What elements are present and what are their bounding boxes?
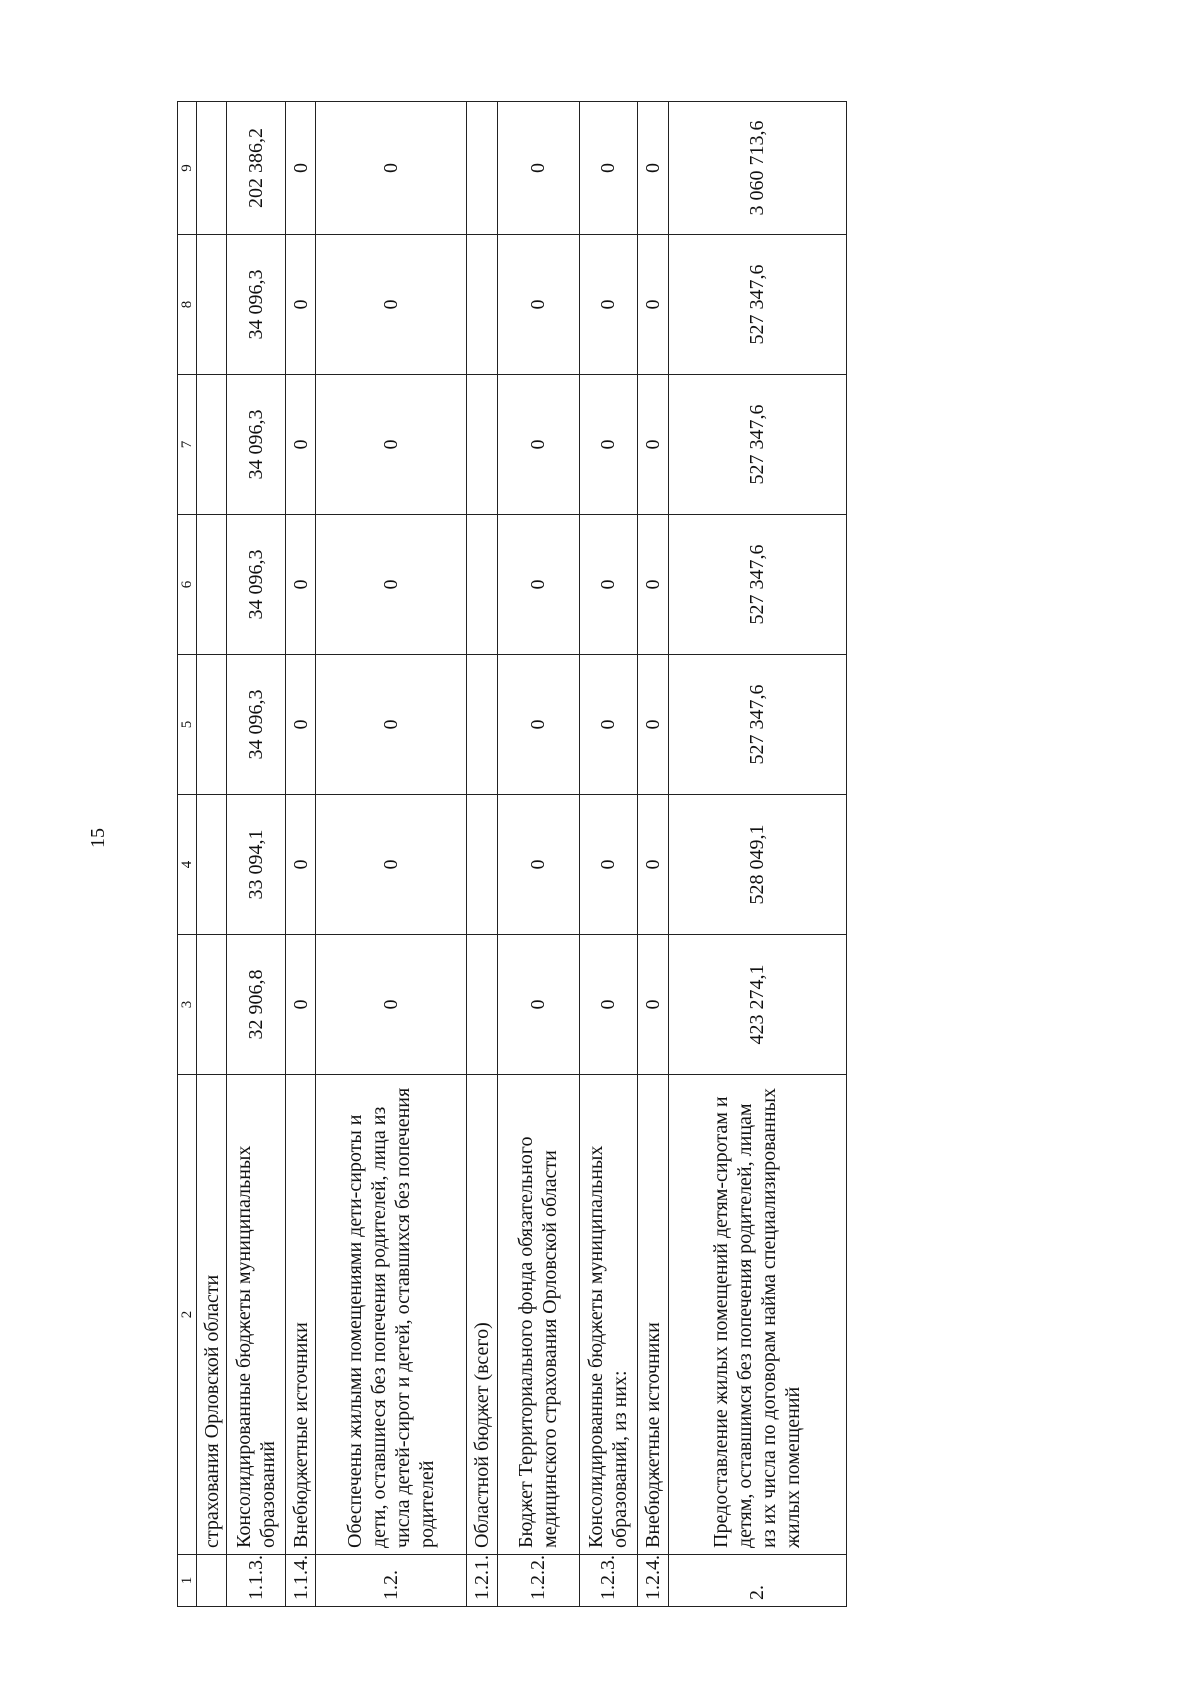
value-cell: 527 347,6 xyxy=(668,515,846,655)
value-cell xyxy=(467,935,497,1075)
row-number: 1.2.3. xyxy=(579,1555,638,1607)
value-cell: 0 xyxy=(316,235,467,375)
value-cell: 0 xyxy=(579,235,638,375)
header-cell: 3 xyxy=(178,935,197,1075)
row-name: Бюджет Территориального фонда обязательного медицинского страхования Орловской области xyxy=(497,1075,579,1555)
row-number: 1.1.3. xyxy=(227,1555,286,1607)
value-cell: 3 060 713,6 xyxy=(668,102,846,235)
value-cell: 0 xyxy=(638,375,668,515)
header-cell: 8 xyxy=(178,235,197,375)
value-cell: 0 xyxy=(497,235,579,375)
value-cell: 0 xyxy=(316,655,467,795)
value-cell: 0 xyxy=(497,102,579,235)
value-cell: 34 096,3 xyxy=(227,375,286,515)
value-cell: 527 347,6 xyxy=(668,655,846,795)
value-cell: 0 xyxy=(579,515,638,655)
value-cell: 528 049,1 xyxy=(668,795,846,935)
value-cell: 0 xyxy=(579,375,638,515)
value-cell: 0 xyxy=(638,235,668,375)
table-row xyxy=(638,102,668,1607)
row-number: 1.2. xyxy=(316,1555,467,1607)
row-name: Консолидированные бюджеты муниципальных образований xyxy=(227,1075,286,1555)
header-cell: 7 xyxy=(178,375,197,515)
value-cell: 423 274,1 xyxy=(668,935,846,1075)
value-cell: 33 094,1 xyxy=(227,795,286,935)
value-cell xyxy=(467,375,497,515)
value-cell: 0 xyxy=(316,375,467,515)
row-number: 1.2.2. xyxy=(497,1555,579,1607)
value-cell: 0 xyxy=(579,935,638,1075)
table-row xyxy=(227,102,286,1607)
value-cell xyxy=(467,102,497,235)
header-cell: 1 xyxy=(178,1555,197,1607)
value-cell: 0 xyxy=(638,655,668,795)
value-cell: 0 xyxy=(497,655,579,795)
row-number: 1.1.4. xyxy=(286,1555,316,1607)
value-cell: 0 xyxy=(286,375,316,515)
value-cell: 0 xyxy=(579,655,638,795)
table-row xyxy=(197,102,227,1607)
header-cell: 5 xyxy=(178,655,197,795)
table-row xyxy=(467,102,497,1607)
value-cell: 0 xyxy=(316,515,467,655)
row-name: Внебюджетные источники xyxy=(638,1075,668,1555)
table-row xyxy=(579,102,638,1607)
value-cell xyxy=(467,655,497,795)
value-cell xyxy=(197,235,227,375)
header-row xyxy=(178,102,197,1607)
funding-table xyxy=(177,101,847,1607)
row-name: Предоставление жилых помещений детям-сиротам и детям, оставшимся без попечения родителей, лицам из их числа по договорам найма специализированных жилых помещений xyxy=(668,1075,846,1555)
rotated-table-container xyxy=(177,102,847,1607)
value-cell: 202 386,2 xyxy=(227,102,286,235)
value-cell xyxy=(197,935,227,1075)
value-cell: 0 xyxy=(638,102,668,235)
header-cell: 9 xyxy=(178,102,197,235)
value-cell: 0 xyxy=(286,795,316,935)
value-cell: 527 347,6 xyxy=(668,375,846,515)
row-name: Консолидированные бюджеты муниципальных образований, из них: xyxy=(579,1075,638,1555)
value-cell: 34 096,3 xyxy=(227,515,286,655)
table-row xyxy=(497,102,579,1607)
value-cell xyxy=(467,515,497,655)
value-cell xyxy=(197,655,227,795)
value-cell: 0 xyxy=(579,795,638,935)
table-row xyxy=(316,102,467,1607)
value-cell: 0 xyxy=(497,795,579,935)
value-cell: 0 xyxy=(638,515,668,655)
value-cell: 34 096,3 xyxy=(227,235,286,375)
value-cell: 0 xyxy=(286,655,316,795)
value-cell xyxy=(197,515,227,655)
table-row xyxy=(668,102,846,1607)
value-cell: 0 xyxy=(497,375,579,515)
value-cell: 0 xyxy=(497,935,579,1075)
row-name: Областной бюджет (всего) xyxy=(467,1075,497,1555)
header-cell: 6 xyxy=(178,515,197,655)
value-cell: 0 xyxy=(316,795,467,935)
value-cell: 0 xyxy=(497,515,579,655)
value-cell: 0 xyxy=(579,102,638,235)
row-number: 1.2.1. xyxy=(467,1555,497,1607)
header-cell: 2 xyxy=(178,1075,197,1555)
value-cell: 0 xyxy=(286,102,316,235)
row-name: Обеспечены жилыми помещениями дети-сироты и дети, оставшиеся без попечения родителей, лица из числа детей-сирот и детей, оставшихся без попечения родителей xyxy=(316,1075,467,1555)
value-cell: 0 xyxy=(316,935,467,1075)
value-cell: 0 xyxy=(638,935,668,1075)
table-row xyxy=(286,102,316,1607)
row-number: 2. xyxy=(668,1555,846,1607)
value-cell xyxy=(467,235,497,375)
value-cell: 0 xyxy=(286,235,316,375)
value-cell xyxy=(197,375,227,515)
table-wrapper xyxy=(177,102,847,1607)
value-cell xyxy=(467,795,497,935)
row-name: страхования Орловской области xyxy=(197,1075,227,1555)
value-cell: 34 096,3 xyxy=(227,655,286,795)
value-cell: 527 347,6 xyxy=(668,235,846,375)
value-cell: 0 xyxy=(286,515,316,655)
value-cell xyxy=(197,102,227,235)
row-number: 1.2.4. xyxy=(638,1555,668,1607)
value-cell xyxy=(197,795,227,935)
value-cell: 0 xyxy=(638,795,668,935)
value-cell: 0 xyxy=(316,102,467,235)
row-number xyxy=(197,1555,227,1607)
value-cell: 32 906,8 xyxy=(227,935,286,1075)
header-cell: 4 xyxy=(178,795,197,935)
value-cell: 0 xyxy=(286,935,316,1075)
row-name: Внебюджетные источники xyxy=(286,1075,316,1555)
page-number: 15 xyxy=(87,828,109,848)
